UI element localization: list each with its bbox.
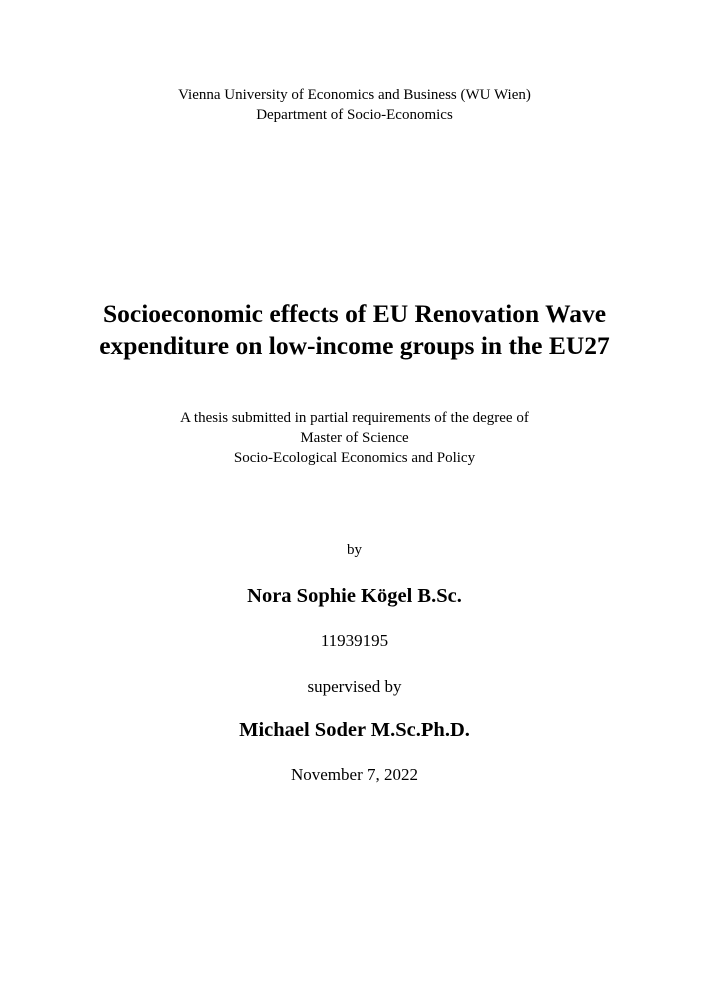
degree-statement: A thesis submitted in partial requirements of the degree of	[180, 410, 529, 426]
by-label: by	[347, 542, 362, 558]
student-id: 11939195	[320, 631, 389, 650]
supervised-by-label: supervised by	[307, 677, 402, 696]
thesis-title-line-1: Socioeconomic effects of EU Renovation Wave	[102, 299, 607, 328]
university-name: Vienna University of Economics and Business (WU Wien)	[178, 87, 531, 103]
program-name: Socio-Ecological Economics and Policy	[233, 450, 476, 466]
thesis-title-line-2: expenditure on low-income groups in the EU27	[99, 331, 610, 360]
department-name: Department of Socio-Economics	[256, 107, 453, 123]
submission-date: November 7, 2022	[290, 765, 418, 784]
supervisor-name: Michael Soder M.Sc.Ph.D.	[239, 719, 470, 741]
degree-name: Master of Science	[300, 430, 409, 446]
author-name: Nora Sophie Kögel B.Sc.	[247, 585, 462, 607]
